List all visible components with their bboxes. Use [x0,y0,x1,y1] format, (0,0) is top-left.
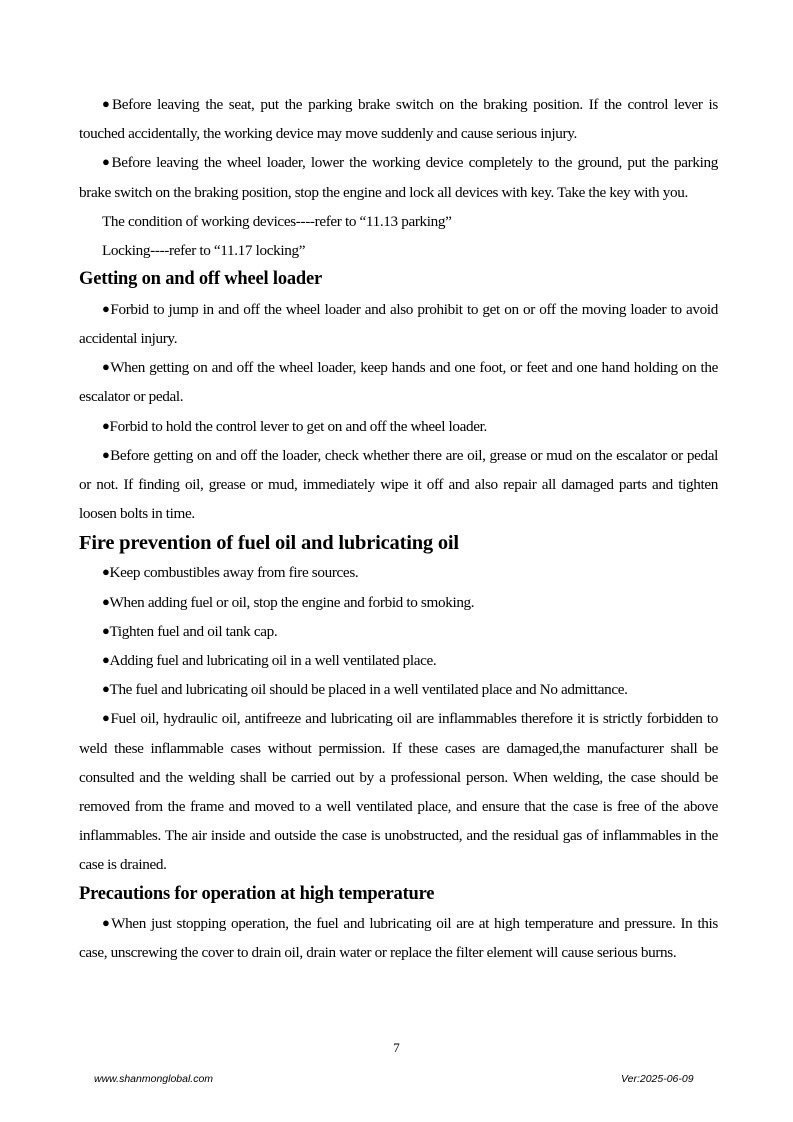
reference-line: Locking----refer to “11.17 locking” [102,242,306,260]
paragraph-text: When adding fuel or oil, stop the engine and forbid to smoking. [109,593,475,611]
bullet-icon: ● [102,417,110,433]
bullet-icon: ● [102,446,111,462]
bullet-icon: ● [102,622,110,638]
paragraph-text: When getting on and off the wheel loader, keep hands and one foot, or feet and one hand holding on the escalator or pedal. [79,359,718,406]
bullet-icon: ● [102,915,112,931]
section-heading: Fire prevention of fuel oil and lubricating oil [79,532,459,555]
paragraph-text: Tighten fuel and oil tank cap. [109,622,278,640]
paragraph-text: Forbid to jump in and off the wheel loader and also prohibit to get on or off the moving loader to avoid accidental injury. [79,300,718,347]
footer-version: Ver:2025-06-09 [621,1073,694,1085]
bullet-icon: ● [102,300,111,316]
paragraph [79,617,718,646]
bullet-icon: ● [102,564,110,580]
paragraph-text: Adding fuel and lubricating oil in a well ventilated place. [109,651,437,669]
paragraph [79,588,718,617]
paragraph [79,353,718,411]
paragraph [79,558,718,587]
paragraph [79,295,718,353]
bullet-icon: ● [102,651,110,667]
paragraph [79,90,718,148]
bullet-icon: ● [102,681,110,697]
paragraph [79,704,718,879]
paragraph-text: Forbid to hold the control lever to get on and off the wheel loader. [109,417,487,435]
bullet-icon: ● [102,710,111,726]
paragraph-text: The fuel and lubricating oil should be placed in a well ventilated place and No admittance. [109,681,628,699]
paragraph-text: Keep combustibles away from fire sources. [109,564,359,582]
paragraph [79,646,718,675]
paragraph-text: When just stopping operation, the fuel and lubricating oil are at high temperature and pressure. In this case, unscrewing the cover to drain oil, drain water or replace the filter element will cause serious burns. [79,915,718,962]
footer-website: www.shanmonglobal.com [94,1073,214,1085]
section-heading: Getting on and off wheel loader [79,269,323,290]
bullet-icon: ● [102,593,110,609]
page-number: 7 [393,1040,400,1055]
paragraph-text: Before leaving the wheel loader, lower the working device completely to the ground, put the parking brake switch on the braking position, stop the engine and lock all devices with key. Take the key with you. [79,154,718,201]
bullet-icon: ● [102,96,112,111]
reference-line: The condition of working devices----refer to “11.13 parking” [102,212,452,230]
paragraph [79,148,718,206]
bullet-icon: ● [102,154,112,170]
paragraph-text: Before leaving the seat, put the parking brake switch on the braking position. If the control lever is touched accidentally, the working device may move suddenly and cause serious injury. [79,96,718,143]
bullet-icon: ● [102,359,111,375]
paragraph [79,909,718,967]
paragraph [79,412,718,441]
paragraph-text: Fuel oil, hydraulic oil, antifreeze and lubricating oil are inflammables therefore it is strictly forbidden to weld these inflammable cases without permission. If these cases are damaged,the manufacturer shall be consulted and the welding shall be carried out by a professional person. When welding, the case should be removed from the frame and moved to a well ventilated place, and ensure that the case is free of the above inflammables. The air inside and outside the case is unobstructed, and the residual gas of inflammables in the case is drained. [79,710,718,874]
paragraph [79,441,718,529]
paragraph [79,675,718,704]
section-heading: Precautions for operation at high temperature [79,883,435,904]
paragraph-text: Before getting on and off the loader, check whether there are oil, grease or mud on the escalator or pedal or not. If finding oil, grease or mud, immediately wipe it off and also repair all damaged parts and tighten loosen bolts in time. [79,446,718,523]
page-content [79,90,718,967]
